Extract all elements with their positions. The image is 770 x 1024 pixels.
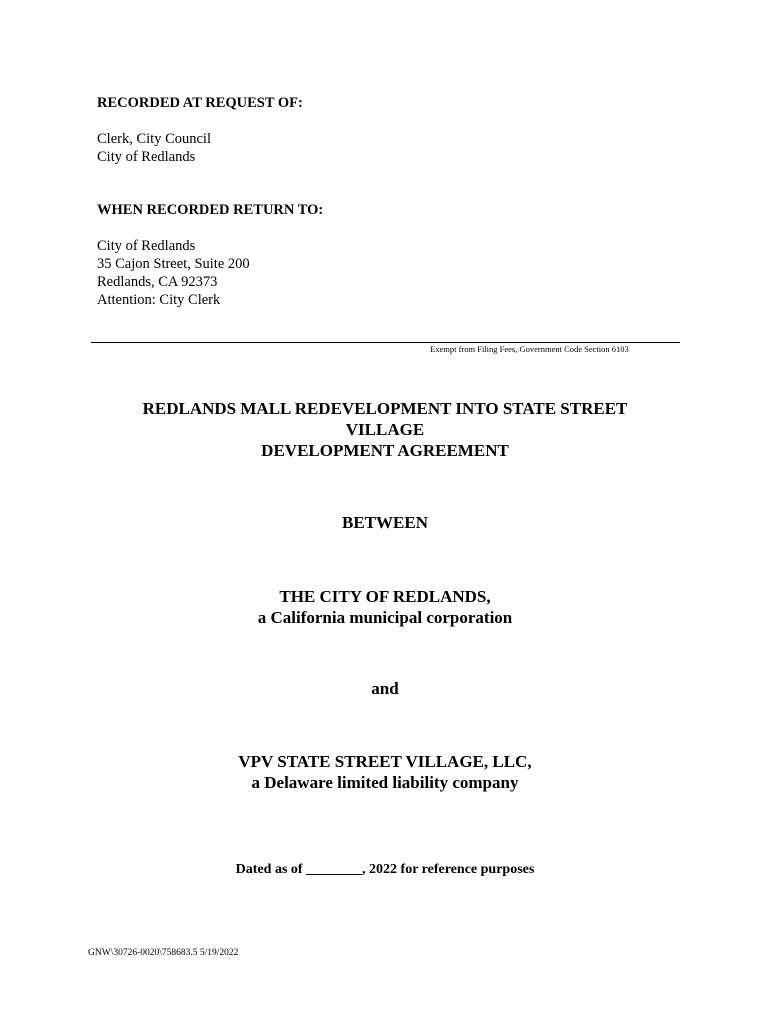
address-line: Attention: City Clerk [97,292,221,308]
address-line: City of Redlands [97,238,196,254]
recorded-at-request-address [97,130,211,166]
party-one-description: a California municipal corporation [257,608,513,627]
address-line: Clerk, City Council [97,131,211,147]
return-to-label: WHEN RECORDED RETURN TO: [97,202,324,218]
recorded-at-request-label: RECORDED AT REQUEST OF: [97,95,303,111]
party-two [0,751,770,793]
title-line: DEVELOPMENT AGREEMENT [261,441,509,460]
address-line: 35 Cajon Street, Suite 200 [97,256,250,272]
party-two-description: a Delaware limited liability company [251,773,519,792]
party-one-name: THE CITY OF REDLANDS, [279,587,491,606]
document-footer-id: GNW\30726-0020\758683.5 5/19/2022 [88,948,239,958]
title-line: VILLAGE [345,420,425,439]
exempt-fees-note: Exempt from Filing Fees, Government Code Section 6103 [430,344,629,354]
party-two-name: VPV STATE STREET VILLAGE, LLC, [238,752,532,771]
address-line: City of Redlands [97,149,196,165]
return-to-address [97,237,250,309]
and-conjunction: and [371,679,399,698]
party-one [0,586,770,628]
dated-line: Dated as of ________, 2022 for reference purposes [235,862,535,877]
agreement-title [0,398,770,461]
address-line: Redlands, CA 92373 [97,274,218,290]
horizontal-rule [91,342,680,343]
title-line: REDLANDS MALL REDEVELOPMENT INTO STATE STREET [142,399,628,418]
between-heading: BETWEEN [342,513,428,532]
